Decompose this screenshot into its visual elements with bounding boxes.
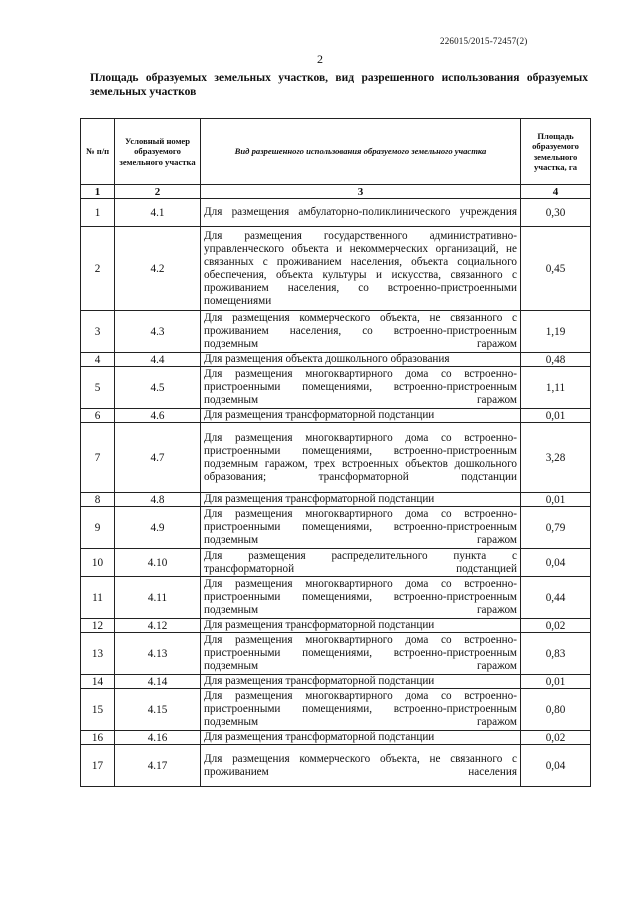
table-row <box>81 507 591 549</box>
permitted-use: Для размещения многоквартирного дома со встроенно-пристроенными помещениями, встроенно-пристроенным подземным гаражом <box>201 577 521 619</box>
plot-area: 1,11 <box>521 367 591 409</box>
column-number: 1 <box>81 185 115 199</box>
plot-area: 0,01 <box>521 675 591 689</box>
permitted-use: Для размещения многоквартирного дома со встроенно-пристроенными помещениями, встроенно-пристроенным подземным гаражом <box>201 507 521 549</box>
document-number: 226015/2015-72457(2) <box>440 36 528 46</box>
table-row <box>81 675 591 689</box>
row-number: 5 <box>81 367 115 409</box>
column-number: 3 <box>201 185 521 199</box>
table-row <box>81 689 591 731</box>
plot-area: 0,30 <box>521 199 591 227</box>
row-number: 9 <box>81 507 115 549</box>
table-row <box>81 493 591 507</box>
permitted-use: Для размещения коммерческого объекта, не связанного с проживанием населения, со встроенно-пристроенным подземным гаражом <box>201 311 521 353</box>
permitted-use: Для размещения многоквартирного дома со встроенно-пристроенными помещениями, встроенно-пристроенным подземным гаражом <box>201 689 521 731</box>
table-row <box>81 731 591 745</box>
permitted-use: Для размещения амбулаторно-поликлинического учреждения <box>201 199 521 227</box>
column-number: 4 <box>521 185 591 199</box>
header-num: № п/п <box>81 119 115 185</box>
permitted-use: Для размещения государственного административно-управленческого объекта и некоммерческих организаций, не связанных с проживанием населения, объекта социального обеспечения, объекта культуры и искусства, связанного с проживанием населения, со встроенно-пристроенными помещениями <box>201 227 521 311</box>
permitted-use: Для размещения трансформаторной подстанции <box>201 731 521 745</box>
plot-code: 4.9 <box>115 507 201 549</box>
plot-area: 3,28 <box>521 423 591 493</box>
plot-code: 4.13 <box>115 633 201 675</box>
permitted-use: Для размещения трансформаторной подстанции <box>201 493 521 507</box>
permitted-use: Для размещения многоквартирного дома со встроенно-пристроенными помещениями, встроенно-пристроенным подземным гаражом <box>201 633 521 675</box>
plot-code: 4.16 <box>115 731 201 745</box>
plot-area: 0,02 <box>521 619 591 633</box>
table-row <box>81 633 591 675</box>
plot-code: 4.17 <box>115 745 201 787</box>
permitted-use: Для размещения многоквартирного дома со встроенно-пристроенными помещениями, встроенно-пристроенным подземным гаражом, трех встроенных объектов дошкольного образования; трансформаторной подстанции <box>201 423 521 493</box>
row-number: 12 <box>81 619 115 633</box>
row-number: 8 <box>81 493 115 507</box>
permitted-use: Для размещения объекта дошкольного образования <box>201 353 521 367</box>
header-use: Вид разрешенного использования образуемого земельного участка <box>201 119 521 185</box>
table-heading: Площадь образуемых земельных участков, вид разрешенного использования образуемых земельных участков <box>90 72 588 98</box>
plot-code: 4.11 <box>115 577 201 619</box>
table-row <box>81 353 591 367</box>
table-row <box>81 199 591 227</box>
plot-area: 0,01 <box>521 409 591 423</box>
table-row <box>81 423 591 493</box>
permitted-use: Для размещения распределительного пункта с трансформаторной подстанцией <box>201 549 521 577</box>
plot-code: 4.15 <box>115 689 201 731</box>
row-number: 13 <box>81 633 115 675</box>
column-number-row <box>81 185 591 199</box>
plot-area: 0,44 <box>521 577 591 619</box>
permitted-use: Для размещения трансформаторной подстанции <box>201 409 521 423</box>
plot-code: 4.5 <box>115 367 201 409</box>
plot-area: 0,02 <box>521 731 591 745</box>
table-row <box>81 549 591 577</box>
plot-area: 0,80 <box>521 689 591 731</box>
table-row <box>81 227 591 311</box>
plot-code: 4.7 <box>115 423 201 493</box>
row-number: 10 <box>81 549 115 577</box>
plot-area: 0,01 <box>521 493 591 507</box>
row-number: 6 <box>81 409 115 423</box>
table-row <box>81 311 591 353</box>
permitted-use: Для размещения трансформаторной подстанции <box>201 619 521 633</box>
plot-area: 0,04 <box>521 745 591 787</box>
table-row <box>81 619 591 633</box>
header-code: Условный номер образуемого земельного участка <box>115 119 201 185</box>
plot-area: 0,45 <box>521 227 591 311</box>
plot-code: 4.8 <box>115 493 201 507</box>
row-number: 15 <box>81 689 115 731</box>
table-row <box>81 409 591 423</box>
permitted-use: Для размещения многоквартирного дома со встроенно-пристроенными помещениями, встроенно-пристроенным подземным гаражом <box>201 367 521 409</box>
plot-area: 0,48 <box>521 353 591 367</box>
plot-code: 4.14 <box>115 675 201 689</box>
header-row <box>81 119 591 185</box>
plot-code: 4.12 <box>115 619 201 633</box>
plot-code: 4.2 <box>115 227 201 311</box>
table-row <box>81 367 591 409</box>
plot-code: 4.3 <box>115 311 201 353</box>
row-number: 3 <box>81 311 115 353</box>
row-number: 1 <box>81 199 115 227</box>
page-number: 2 <box>317 52 323 66</box>
row-number: 11 <box>81 577 115 619</box>
plot-area: 0,83 <box>521 633 591 675</box>
plot-area: 1,19 <box>521 311 591 353</box>
permitted-use: Для размещения коммерческого объекта, не связанного с проживанием населения <box>201 745 521 787</box>
table-row <box>81 745 591 787</box>
row-number: 7 <box>81 423 115 493</box>
plot-code: 4.1 <box>115 199 201 227</box>
column-number: 2 <box>115 185 201 199</box>
row-number: 14 <box>81 675 115 689</box>
row-number: 4 <box>81 353 115 367</box>
plot-area: 0,79 <box>521 507 591 549</box>
row-number: 2 <box>81 227 115 311</box>
plot-code: 4.10 <box>115 549 201 577</box>
row-number: 17 <box>81 745 115 787</box>
plot-code: 4.4 <box>115 353 201 367</box>
permitted-use: Для размещения трансформаторной подстанции <box>201 675 521 689</box>
row-number: 16 <box>81 731 115 745</box>
land-plots-table <box>80 118 591 787</box>
plot-code: 4.6 <box>115 409 201 423</box>
header-area: Площадь образуемого земельного участка, га <box>521 119 591 185</box>
table-row <box>81 577 591 619</box>
plot-area: 0,04 <box>521 549 591 577</box>
